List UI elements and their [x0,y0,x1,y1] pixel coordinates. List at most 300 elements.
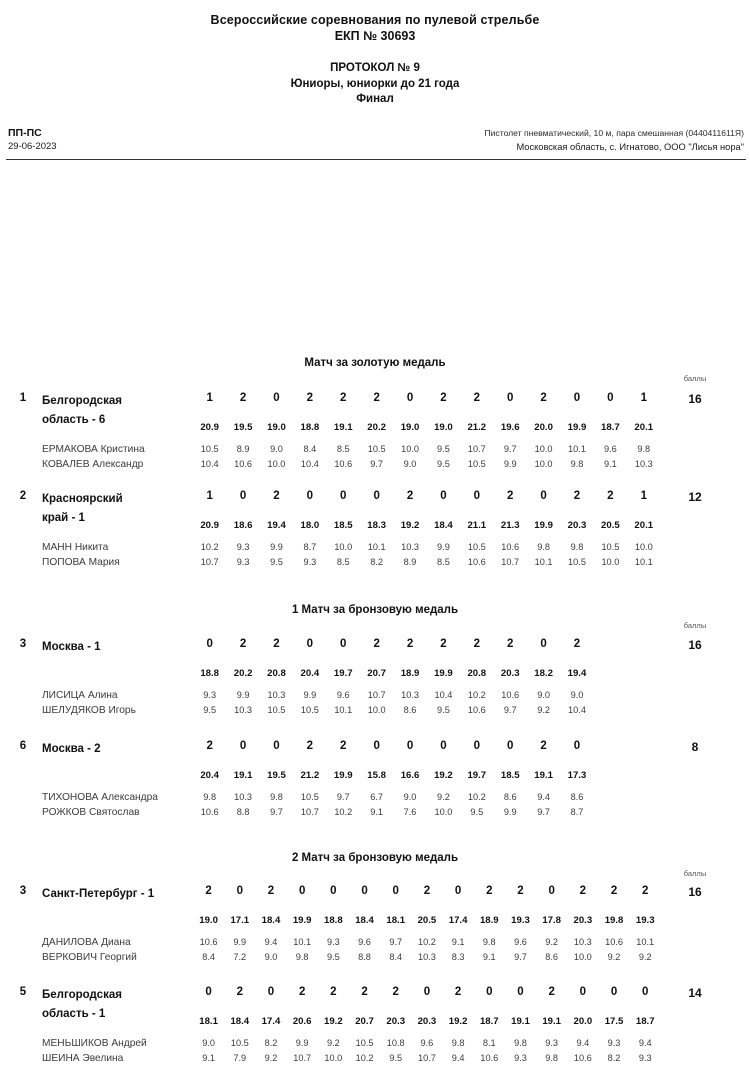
score-cell: 19.0 [400,421,420,433]
score-cell: 0 [579,985,587,998]
match-title: 1 Матч за бронзовую медаль [291,603,459,616]
score-cell: 9.8 [482,936,496,947]
score-cell: 21.1 [467,519,487,531]
athlete-name: ВЕРКОВИЧ Георгий [42,951,137,963]
score-cell: 0 [406,391,414,404]
score-cell: 18.7 [601,421,620,433]
athlete-shots-row [193,1053,661,1063]
score-cell: 8.9 [403,556,417,567]
team-name [42,885,192,904]
team-points-total: 12 [688,489,702,504]
score-cell: 10.6 [334,458,353,469]
score-cell: 0 [239,489,247,502]
score-cell: 10.6 [501,689,520,700]
score-cell: 19.7 [333,667,353,679]
athlete-shots-row [193,792,594,802]
series-points-row [193,638,594,650]
score-cell: 10.0 [367,704,386,715]
score-cell: 10.7 [200,556,219,567]
score-cell: 10.7 [467,443,486,454]
score-cell: 9.5 [270,556,283,567]
athlete-shots-row [193,952,661,962]
score-cell: 9.9 [503,806,517,817]
points-column-header: баллы [683,373,707,383]
score-cell: 10.6 [467,556,486,567]
score-cell: 9.9 [303,689,317,700]
score-cell: 0 [306,489,314,502]
score-cell: 0 [236,884,243,897]
score-cell: 10.1 [367,541,386,552]
athlete-shots-row [193,444,660,454]
score-cell: 9.2 [326,1037,340,1048]
team-name [42,392,192,430]
score-cell: 2 [239,637,247,650]
score-cell: 8.6 [545,951,559,962]
score-cell: 0 [392,884,399,897]
score-cell: 21.3 [500,519,520,531]
score-cell: 0 [330,884,337,897]
score-cell: 2 [236,985,243,998]
score-cell: 9.7 [389,936,403,947]
score-cell: 2 [340,391,347,404]
score-cell: 20.0 [573,1015,593,1027]
score-cell: 2 [573,489,581,502]
score-cell: 18.1 [386,914,406,926]
score-cell: 10.2 [200,541,219,552]
team-name-line: Белгородская [42,394,122,407]
score-cell: 8.2 [370,556,384,567]
score-cell: 10.6 [199,936,218,947]
score-cell: 20.3 [417,1015,437,1027]
match-title: 2 Матч за бронзовую медаль [291,851,459,864]
score-cell: 19.5 [233,421,253,433]
score-cell: 18.9 [479,914,499,926]
score-cell: 19.3 [511,914,530,926]
score-cell: 9.7 [503,443,517,454]
score-cell: 8.4 [303,443,317,454]
score-cell: 9.8 [203,791,217,802]
score-cell: 10.0 [534,458,553,469]
score-cell: 10.1 [634,556,653,567]
score-cell: 10.5 [267,704,286,715]
score-cell: 10.4 [200,458,219,469]
score-cell: 8.5 [336,556,350,567]
series-totals-row [193,668,594,679]
age-category: Юниоры, юниорки до 21 года [290,77,460,90]
score-cell: 10.5 [467,458,486,469]
score-cell: 10.3 [573,936,592,947]
score-cell: 0 [473,489,481,502]
score-cell: 2 [507,489,514,502]
score-cell: 20.2 [367,421,386,433]
score-cell: 17.1 [230,914,250,926]
score-cell: 18.8 [200,667,220,679]
score-cell: 9.5 [437,704,450,715]
score-cell: 0 [340,637,347,650]
athlete-name: ЕРМАКОВА Кристина [42,443,145,455]
score-cell: 9.0 [570,689,584,700]
score-cell: 9.7 [336,791,350,802]
score-cell: 0 [340,489,347,502]
score-cell: 9.2 [545,936,559,947]
score-cell: 9.4 [264,936,278,947]
score-cell: 20.2 [233,667,253,679]
score-cell: 9.7 [270,806,283,817]
score-cell: 9.9 [236,689,250,700]
score-cell: 21.2 [300,769,320,781]
athlete-shots-row [193,557,660,567]
score-cell: 9.2 [264,1052,278,1063]
score-cell: 10.0 [267,458,286,469]
score-cell: 9.8 [570,458,584,469]
score-cell: 0 [239,739,247,752]
score-cell: 10.5 [568,556,586,567]
score-cell: 9.2 [437,791,450,802]
score-cell: 0 [273,739,280,752]
score-cell: 0 [373,489,380,502]
score-cell: 18.4 [434,519,453,531]
points-column-header: баллы [683,868,707,878]
score-cell: 10.5 [355,1037,374,1048]
series-points-row [193,490,660,502]
score-cell: 10.6 [200,806,219,817]
athlete-name: КОВАЛЕВ Александр [42,458,144,470]
score-cell: 9.8 [514,1037,527,1048]
score-cell: 18.8 [300,421,320,433]
protocol-block [0,61,750,108]
score-cell: 20.9 [200,519,220,531]
score-cell: 10.3 [417,951,436,962]
score-cell: 10.6 [480,1052,499,1063]
score-cell: 9.6 [420,1037,434,1048]
score-cell: 9.8 [295,951,309,962]
athlete-name: ЛИСИЦА Алина [42,689,118,701]
score-cell: 2 [273,489,280,502]
score-cell: 8.8 [236,806,250,817]
score-cell: 20.4 [300,667,320,679]
score-cell: 8.7 [570,806,584,817]
score-cell: 9.8 [537,541,550,552]
series-totals-row [193,1016,661,1027]
team-block [0,638,750,726]
score-cell: 9.0 [403,791,417,802]
score-cell: 9.5 [437,443,450,454]
score-cell: 10.6 [501,541,520,552]
score-cell: 2 [406,637,414,650]
score-cell: 10.3 [267,689,286,700]
score-cell: 0 [267,985,275,998]
athlete-name: ШЕИНА Эвелина [42,1052,124,1064]
score-cell: 0 [548,884,555,897]
team-name-line: край - 1 [42,511,85,524]
score-cell: 8.4 [389,951,403,962]
score-cell: 10.0 [334,541,353,552]
team-name [42,638,192,657]
score-cell: 9.9 [503,458,517,469]
score-cell: 19.9 [292,914,312,926]
score-cell: 2 [406,489,414,502]
team-name-line: Москва - 1 [42,640,101,653]
score-cell: 10.7 [300,806,319,817]
team-points-total: 8 [691,739,699,754]
score-cell: 19.8 [604,914,624,926]
score-cell: 19.5 [267,769,286,781]
score-cell: 0 [273,391,280,404]
score-cell: 17.3 [567,769,587,781]
score-cell: 9.5 [470,806,484,817]
score-cell: 10.2 [467,689,486,700]
team-name [42,740,192,759]
score-cell: 1 [206,391,213,404]
score-cell: 20.5 [417,914,437,926]
score-cell: 9.8 [570,541,584,552]
score-cell: 0 [454,884,462,897]
score-cell: 19.3 [635,914,655,926]
team-block [0,490,750,578]
score-cell: 17.5 [604,1015,624,1027]
score-cell: 19.1 [333,421,353,433]
athlete-name: МАНН Никита [42,541,109,553]
score-cell: 10.4 [568,704,586,715]
score-cell: 2 [373,637,380,650]
score-cell: 10.0 [634,541,653,552]
score-cell: 20.9 [200,421,220,433]
score-cell: 0 [517,985,524,998]
score-cell: 10.0 [573,951,592,962]
score-cell: 8.3 [451,951,465,962]
athlete-name: ТИХОНОВА Александра [42,791,158,803]
score-cell: 9.9 [295,1037,309,1048]
score-cell: 18.5 [500,769,520,781]
score-cell: 10.0 [434,806,453,817]
team-name [42,490,192,528]
score-cell: 10.1 [534,556,553,567]
score-cell: 0 [473,739,481,752]
protocol-number: ПРОТОКОЛ № 9 [330,62,420,74]
score-cell: 2 [579,884,587,897]
score-cell: 2 [440,637,447,650]
athlete-name: ПОПОВА Мария [42,556,120,568]
score-cell: 2 [273,637,280,650]
athlete-name: ДАНИЛОВА Диана [42,936,131,948]
athlete-shots-row [193,1038,661,1048]
score-cell: 18.8 [324,914,343,926]
score-cell: 2 [205,884,212,897]
athlete-name: ШЕЛУДЯКОВ Игорь [42,704,136,716]
score-cell: 9.5 [437,458,450,469]
points-column-header: баллы [683,620,707,630]
team-points-total: 16 [688,637,702,652]
score-cell: 10.2 [467,791,486,802]
score-cell: 0 [361,884,368,897]
series-points-row [193,740,594,752]
score-cell: 2 [267,884,275,897]
score-cell: 0 [205,985,212,998]
score-cell: 19.0 [199,914,218,926]
score-cell: 2 [298,985,306,998]
team-rank: 3 [19,884,27,897]
score-cell: 2 [607,489,614,502]
score-cell: 9.3 [236,541,250,552]
score-cell: 2 [340,739,347,752]
score-cell: 18.6 [233,519,253,531]
score-cell: 18.5 [333,519,353,531]
score-cell: 2 [306,739,314,752]
score-cell: 2 [330,985,337,998]
score-cell: 10.7 [367,689,386,700]
score-cell: 10.0 [534,443,553,454]
score-cell: 18.7 [479,1015,499,1027]
score-cell: 10.1 [568,443,586,454]
score-cell: 17.4 [448,914,468,926]
score-cell: 10.3 [234,791,253,802]
score-cell: 18.4 [230,1015,250,1027]
score-cell: 2 [206,739,213,752]
score-cell: 18.0 [300,519,320,531]
score-cell: 18.1 [199,1015,218,1027]
score-cell: 0 [440,489,447,502]
score-cell: 20.4 [200,769,220,781]
score-cell: 0 [373,739,380,752]
score-cell: 2 [454,985,462,998]
series-totals-row [193,520,660,531]
score-cell: 2 [473,391,481,404]
team-name [42,986,192,1024]
score-cell: 2 [548,985,555,998]
score-cell: 8.5 [336,443,350,454]
athlete-shots-row [193,705,594,715]
team-points-total: 14 [688,985,702,1000]
ekp-number: ЕКП № 30693 [334,29,416,43]
score-cell: 20.0 [534,421,553,433]
score-cell: 20.3 [500,667,520,679]
team-name-line: Красноярский [42,492,123,505]
score-cell: 8.8 [358,951,371,962]
score-cell: 20.3 [386,1015,406,1027]
score-cell: 19.0 [267,421,286,433]
score-cell: 7.9 [233,1052,247,1063]
score-cell: 18.7 [635,1015,655,1027]
score-cell: 18.4 [261,914,281,926]
score-cell: 20.6 [292,1015,312,1027]
team-block [0,392,750,480]
discipline-code: ПП-ПС [8,126,42,139]
athlete-shots-row [193,690,594,700]
team-points-total: 16 [688,884,702,899]
score-cell: 0 [206,637,213,650]
score-cell: 19.7 [467,769,487,781]
score-cell: 10.1 [293,936,312,947]
score-cell: 9.7 [370,458,384,469]
score-cell: 19.2 [434,769,453,781]
score-cell: 19.4 [267,519,286,531]
score-cell: 10.4 [434,689,453,700]
score-cell: 0 [573,391,581,404]
score-cell: 17.8 [542,914,561,926]
score-cell: 9.3 [607,1037,621,1048]
score-cell: 19.2 [400,519,420,531]
score-cell: 18.3 [367,519,386,531]
score-cell: 9.6 [358,936,371,947]
score-cell: 10.5 [601,541,620,552]
score-cell: 9.1 [482,951,496,962]
score-cell: 10.3 [634,458,653,469]
score-cell: 8.6 [570,791,584,802]
score-cell: 9.2 [638,951,652,962]
score-cell: 9.0 [264,951,278,962]
score-cell: 9.8 [451,1037,465,1048]
score-cell: 20.3 [567,519,587,531]
score-cell: 9.0 [270,443,283,454]
score-cell: 10.3 [401,541,419,552]
score-cell: 10.2 [417,936,436,947]
document-header [0,0,750,108]
athlete-shots-row [193,459,660,469]
score-cell: 10.4 [300,458,319,469]
score-cell: 19.0 [434,421,453,433]
score-cell: 2 [540,739,547,752]
score-cell: 8.9 [236,443,250,454]
score-cell: 19.9 [534,519,553,531]
athlete-shots-row [193,542,660,552]
score-cell: 10.3 [401,689,419,700]
team-name-line: область - 1 [42,1007,106,1020]
score-cell: 20.7 [355,1015,374,1027]
score-cell: 20.7 [367,667,386,679]
team-block [0,986,750,1074]
score-cell: 0 [540,637,547,650]
score-cell: 8.1 [482,1037,496,1048]
score-cell: 0 [507,739,514,752]
score-cell: 1 [640,489,647,502]
event-description: Пистолет пневматический, 10 м, пара смешанная (0440411611Я) [484,127,744,138]
score-cell: 9.3 [514,1052,527,1063]
score-cell: 9.4 [537,791,550,802]
athlete-name: РОЖКОВ Святослав [42,806,140,818]
score-cell: 9.6 [514,936,527,947]
team-rank: 6 [19,739,27,752]
score-cell: 17.4 [261,1015,281,1027]
meta-right [484,126,744,154]
score-cell: 10.7 [417,1052,436,1063]
score-cell: 0 [306,637,314,650]
score-cell: 9.6 [336,689,350,700]
meta-strip [0,126,750,160]
score-cell: 10.5 [300,704,319,715]
score-cell: 9.6 [603,443,617,454]
score-cell: 20.8 [467,667,487,679]
score-cell: 2 [440,391,447,404]
score-cell: 10.3 [234,704,253,715]
score-cell: 7.2 [233,951,247,962]
series-points-row [193,885,661,897]
score-cell: 20.1 [634,519,654,531]
score-cell: 2 [540,391,547,404]
team-rank: 5 [19,985,27,998]
score-cell: 10.8 [386,1037,405,1048]
athlete-shots-row [193,937,661,947]
score-cell: 1 [206,489,213,502]
team-name-line: область - 6 [42,413,106,426]
score-cell: 9.9 [270,541,283,552]
score-cell: 1 [640,391,647,404]
score-cell: 19.9 [333,769,353,781]
score-cell: 9.7 [514,951,527,962]
score-cell: 9.2 [537,704,550,715]
score-cell: 19.1 [511,1015,530,1027]
score-cell: 10.5 [230,1037,249,1048]
score-cell: 9.9 [437,541,450,552]
